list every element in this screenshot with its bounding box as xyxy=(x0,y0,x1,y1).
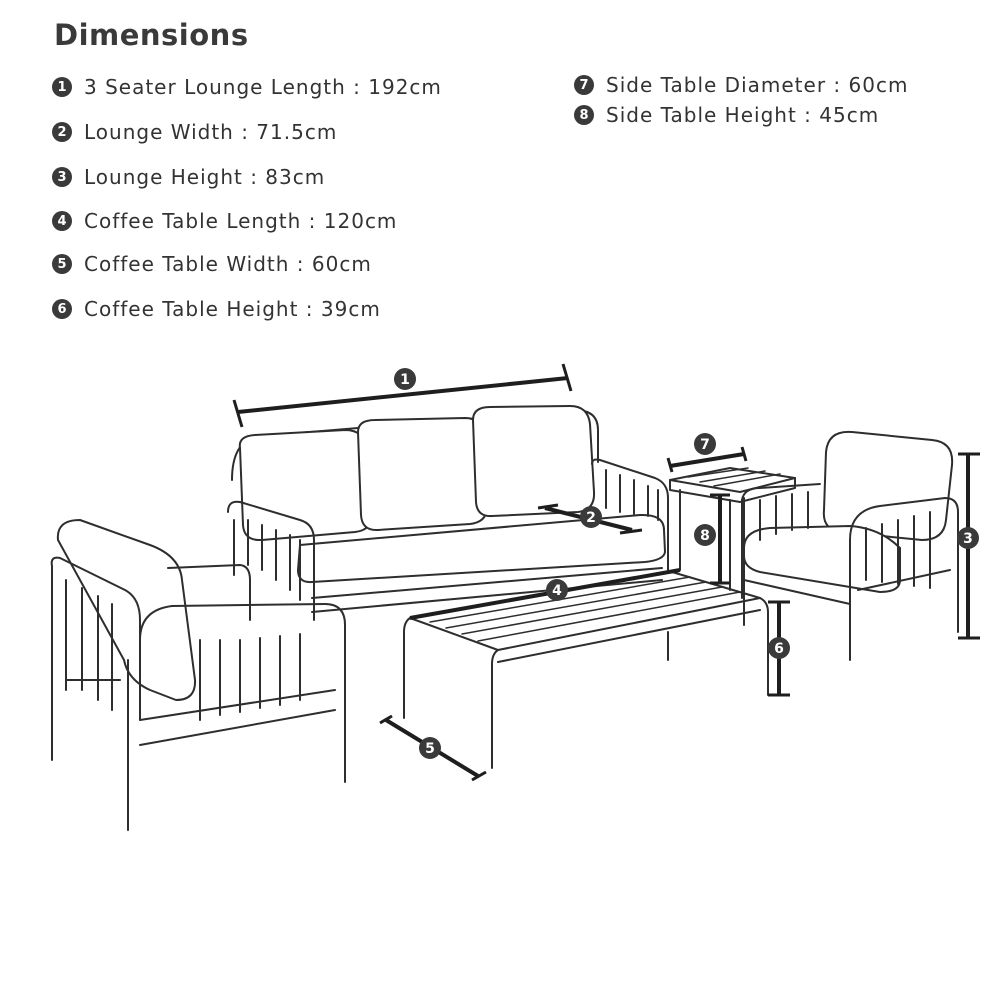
spec-label: Side Table Height : 45cm xyxy=(606,103,880,127)
number-badge: 3 xyxy=(52,167,72,187)
spec-label: Side Table Diameter : 60cm xyxy=(606,73,909,97)
marker-5 xyxy=(419,737,441,759)
marker-number: 3 xyxy=(963,531,973,547)
spec-label: Coffee Table Height : 39cm xyxy=(84,297,381,321)
number-badge: 4 xyxy=(52,211,72,231)
number-badge: 7 xyxy=(574,75,594,95)
number-badge: 6 xyxy=(52,299,72,319)
spec-label: 3 Seater Lounge Length : 192cm xyxy=(84,75,442,99)
number-badge: 8 xyxy=(574,105,594,125)
spec-label: Lounge Height : 83cm xyxy=(84,165,326,189)
marker-number: 4 xyxy=(552,583,562,599)
marker-6 xyxy=(768,637,790,659)
number-badge: 5 xyxy=(52,254,72,274)
spec-label: Lounge Width : 71.5cm xyxy=(84,120,338,144)
sofa-illustration xyxy=(228,406,668,620)
right-armchair-illustration xyxy=(742,432,958,660)
page-title: Dimensions xyxy=(54,18,249,52)
coffee-table-illustration xyxy=(404,572,768,768)
marker-number: 6 xyxy=(774,641,784,657)
marker-number: 2 xyxy=(586,510,596,526)
marker-number: 1 xyxy=(400,372,410,388)
marker-7 xyxy=(694,433,716,455)
spec-label: Coffee Table Length : 120cm xyxy=(84,209,398,233)
marker-number: 5 xyxy=(425,741,435,757)
spec-label: Coffee Table Width : 60cm xyxy=(84,252,372,276)
marker-4 xyxy=(546,579,568,601)
number-badge: 2 xyxy=(52,122,72,142)
marker-number: 7 xyxy=(700,437,710,453)
marker-1 xyxy=(394,368,416,390)
marker-2 xyxy=(580,506,602,528)
marker-number: 8 xyxy=(700,528,710,544)
number-badge: 1 xyxy=(52,77,72,97)
marker-8 xyxy=(694,524,716,546)
marker-3 xyxy=(957,527,979,549)
